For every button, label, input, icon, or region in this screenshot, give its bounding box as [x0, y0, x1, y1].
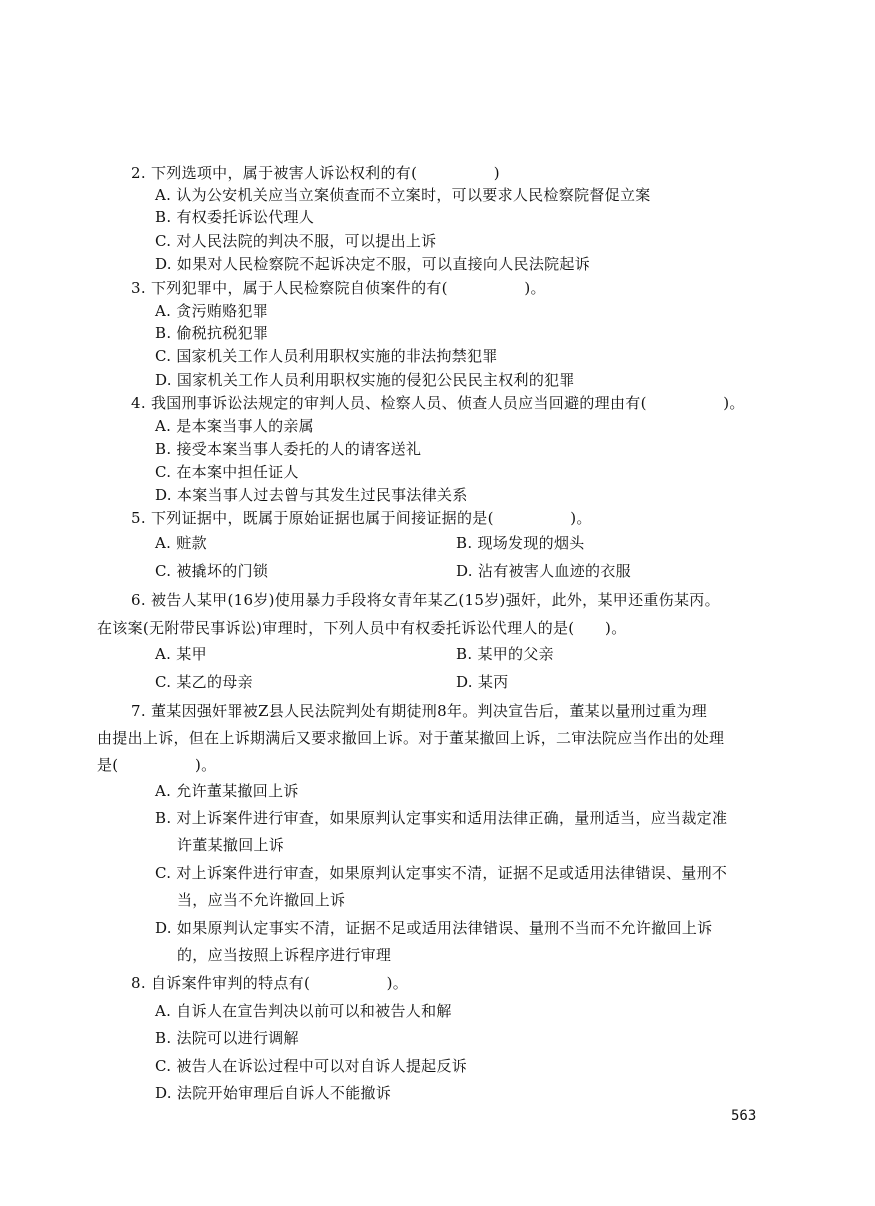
question-2-option-c: C. 对人民法院的判决不服，可以提出上诉: [155, 232, 437, 250]
question-3-stem: 3. 下列犯罪中，属于人民检察院自侦案件的有( )。: [131, 279, 546, 297]
question-4-stem: 4. 我国刑事诉讼法规定的审判人员、检察人员、侦查人员应当回避的理由有( )。: [131, 394, 745, 412]
question-8-option-a: A. 自诉人在宣告判决以前可以和被告人和解: [155, 1002, 452, 1020]
question-2-option-d: D. 如果对人民检察院不起诉决定不服，可以直接向人民法院起诉: [155, 255, 591, 273]
question-3-option-a: A. 贪污贿赂犯罪: [155, 302, 269, 320]
question-5-option-b: B. 现场发现的烟头: [456, 534, 585, 552]
question-3-option-d: D. 国家机关工作人员利用职权实施的侵犯公民民主权利的犯罪: [155, 371, 575, 389]
question-8-stem: 8. 自诉案件审判的特点有( )。: [131, 974, 409, 992]
question-4-option-d: D. 本案当事人过去曾与其发生过民事法律关系: [155, 486, 468, 504]
question-7-option-d-cont: 的，应当按照上诉程序进行审理: [177, 946, 392, 964]
question-7-option-b: B. 对上诉案件进行审查，如果原判认定事实和适用法律正确，量刑适当，应当裁定准: [155, 809, 728, 827]
question-4-option-c: C. 在本案中担任证人: [155, 463, 299, 481]
question-5-option-a: A. 赃款: [155, 534, 207, 552]
question-7-option-b-cont: 许董某撤回上诉: [177, 836, 285, 854]
question-7-option-c-cont: 当，应当不允许撤回上诉: [177, 891, 346, 909]
question-6-option-a: A. 某甲: [155, 645, 207, 663]
question-7-stem-line-1: 7. 董某因强奸罪被Z县人民法院判处有期徒刑8年。判决宣告后，董某以量刑过重为理: [131, 702, 708, 720]
question-8-option-d: D. 法院开始审理后自诉人不能撤诉: [155, 1084, 392, 1102]
question-5-option-c: C. 被撬坏的门锁: [155, 562, 269, 580]
page-number: 563: [731, 1108, 757, 1124]
question-6-option-d: D. 某丙: [456, 673, 509, 691]
question-6-stem-line-1: 6. 被告人某甲(16岁)使用暴力手段将女青年某乙(15岁)强奸，此外，某甲还重伤某丙。: [131, 591, 720, 609]
question-7-stem-line-2: 由提出上诉，但在上诉期满后又要求撤回上诉。对于董某撤回上诉，二审法院应当作出的处理: [97, 729, 725, 747]
question-4-option-b: B. 接受本案当事人委托的人的请客送礼: [155, 440, 422, 458]
question-2-option-a: A. 认为公安机关应当立案侦查而不立案时，可以要求人民检察院督促立案: [155, 186, 651, 204]
question-7-option-d: D. 如果原判认定事实不清，证据不足或适用法律错误、量刑不当而不允许撤回上诉: [155, 919, 713, 937]
question-4-option-a: A. 是本案当事人的亲属: [155, 417, 314, 435]
question-5-option-d: D. 沾有被害人血迹的衣服: [456, 562, 631, 580]
question-7-stem-line-3: 是( )。: [97, 756, 217, 774]
question-6-stem-line-2: 在该案(无附带民事诉讼)审理时，下列人员中有权委托诉讼代理人的是( )。: [97, 619, 627, 637]
question-3-option-c: C. 国家机关工作人员利用职权实施的非法拘禁犯罪: [155, 347, 498, 365]
question-2-stem: 2. 下列选项中，属于被害人诉讼权利的有( ): [131, 164, 500, 182]
question-8-option-b: B. 法院可以进行调解: [155, 1029, 299, 1047]
question-6-option-b: B. 某甲的父亲: [456, 645, 554, 663]
question-2-option-b: B. 有权委托诉讼代理人: [155, 208, 315, 226]
question-6-option-c: C. 某乙的母亲: [155, 673, 253, 691]
question-7-option-a: A. 允许董某撤回上诉: [155, 782, 299, 800]
question-7-option-c: C. 对上诉案件进行审查，如果原判认定事实不清，证据不足或适用法律错误、量刑不: [155, 864, 728, 882]
question-8-option-c: C. 被告人在诉讼过程中可以对自诉人提起反诉: [155, 1057, 468, 1075]
question-3-option-b: B. 偷税抗税犯罪: [155, 324, 269, 342]
question-5-stem: 5. 下列证据中，既属于原始证据也属于间接证据的是( )。: [131, 509, 592, 527]
